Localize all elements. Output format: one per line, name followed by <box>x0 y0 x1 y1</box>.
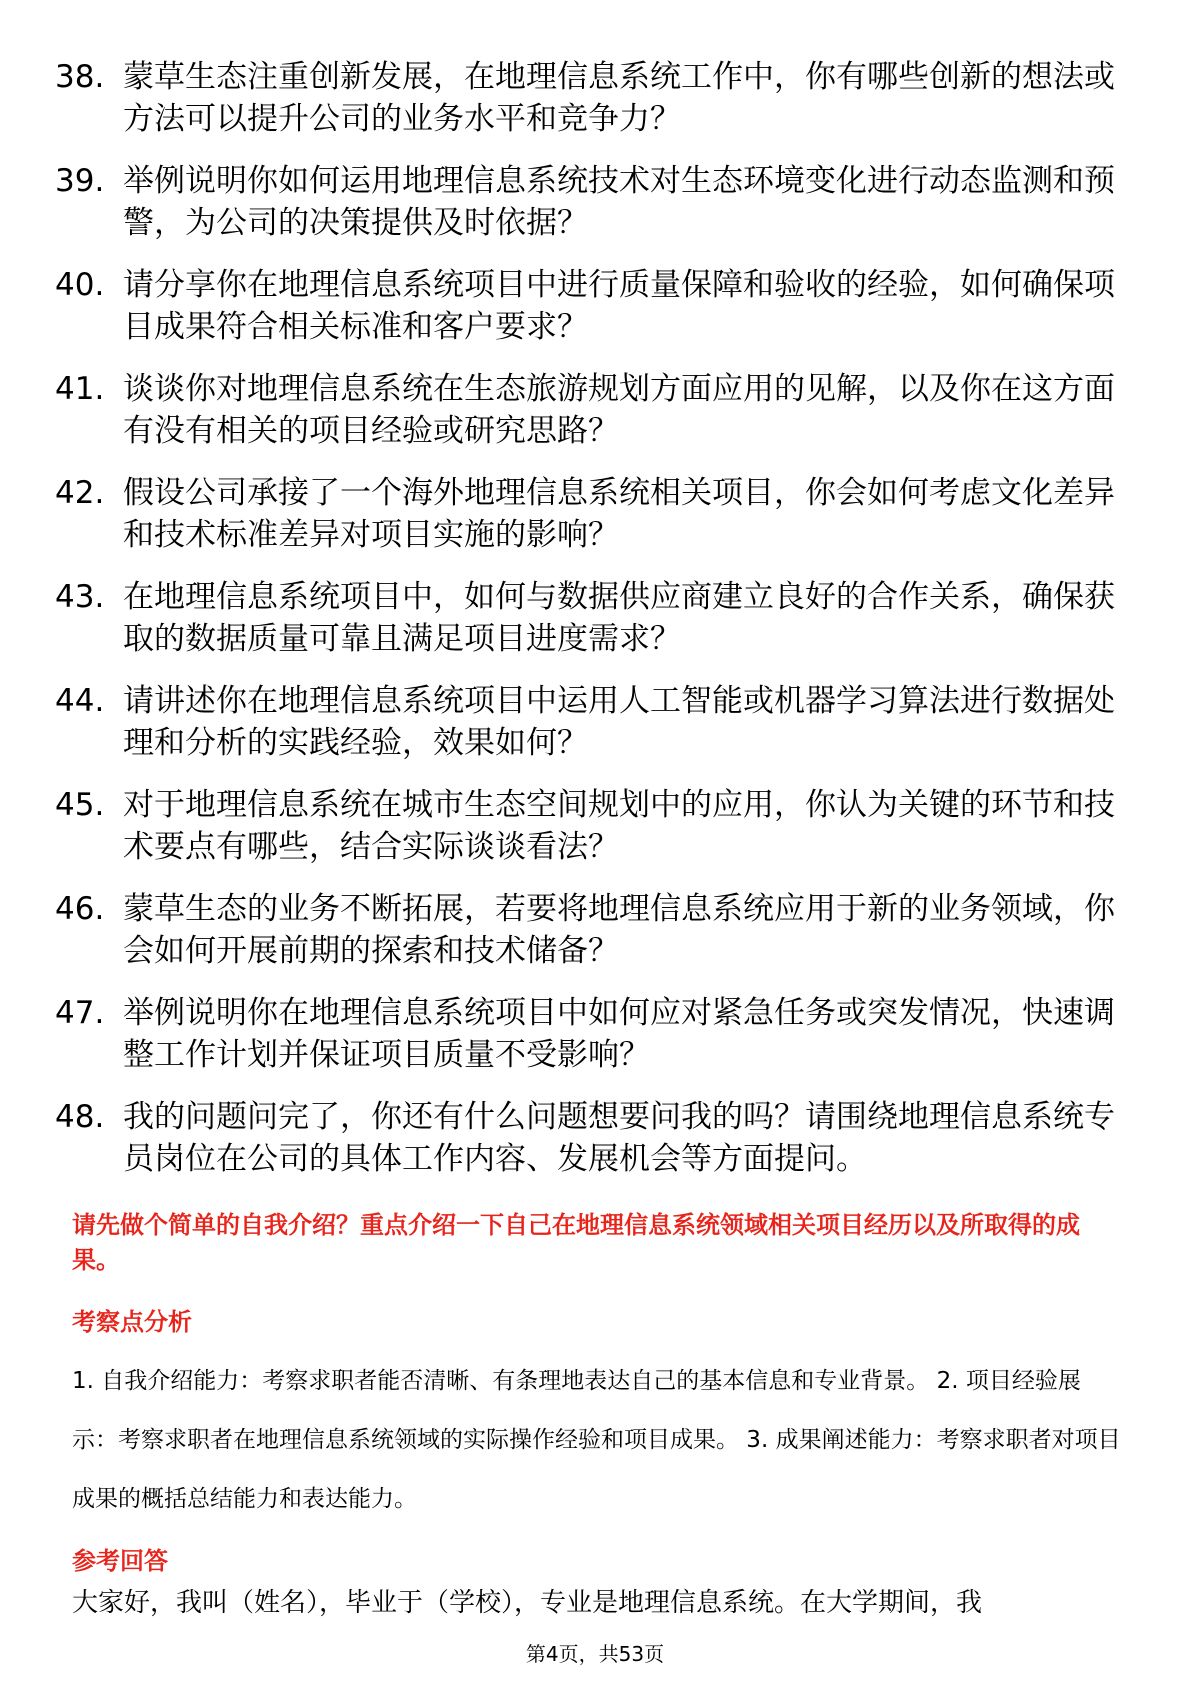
list-item <box>55 1096 1125 1180</box>
question-number: 44. <box>55 683 105 719</box>
question-number: 45. <box>55 787 105 823</box>
question-text: 举例说明你如何运用地理信息系统技术对生态环境变化进行动态监测和预警，为公司的决策提供及时依据？ <box>123 163 1115 241</box>
list-item <box>55 368 1125 452</box>
question-number: 47. <box>55 995 105 1031</box>
question-list <box>55 56 1125 1200</box>
question-text: 请讲述你在地理信息系统项目中运用人工智能或机器学习算法进行数据处理和分析的实践经验，效果如何？ <box>123 683 1115 761</box>
list-item <box>55 160 1125 244</box>
list-item <box>55 472 1125 556</box>
question-text: 举例说明你在地理信息系统项目中如何应对紧急任务或突发情况，快速调整工作计划并保证项目质量不受影响？ <box>123 995 1115 1073</box>
question-text: 对于地理信息系统在城市生态空间规划中的应用，你认为关键的环节和技术要点有哪些，结合实际谈谈看法？ <box>123 787 1115 865</box>
list-item <box>55 680 1125 764</box>
question-number: 48. <box>55 1099 105 1135</box>
question-text: 蒙草生态的业务不断拓展，若要将地理信息系统应用于新的业务领域，你会如何开展前期的探索和技术储备？ <box>123 891 1115 969</box>
analysis-heading: 考察点分析 <box>72 1308 192 1336</box>
question-text: 谈谈你对地理信息系统在生态旅游规划方面应用的见解，以及你在这方面有没有相关的项目经验或研究思路？ <box>123 371 1115 449</box>
list-item <box>55 576 1125 660</box>
question-number: 39. <box>55 163 105 199</box>
list-item <box>55 56 1125 140</box>
question-text: 蒙草生态注重创新发展，在地理信息系统工作中，你有哪些创新的想法或方法可以提升公司的业务水平和竞争力？ <box>123 59 1115 137</box>
question-text: 请分享你在地理信息系统项目中进行质量保障和验收的经验，如何确保项目成果符合相关标准和客户要求？ <box>123 267 1115 345</box>
answer-heading: 参考回答 <box>72 1547 168 1575</box>
featured-question: 请先做个简单的自我介绍？重点介绍一下自己在地理信息系统领域相关项目经历以及所取得的成果。 <box>72 1211 1080 1274</box>
question-text: 我的问题问完了，你还有什么问题想要问我的吗？请围绕地理信息系统专员岗位在公司的具体工作内容、发展机会等方面提问。 <box>123 1099 1115 1177</box>
question-number: 46. <box>55 891 105 927</box>
list-item <box>55 992 1125 1076</box>
answer-text: 大家好，我叫（姓名），毕业于（学校），专业是地理信息系统。在大学期间，我 <box>72 1588 983 1618</box>
question-number: 42. <box>55 475 105 511</box>
list-item <box>55 888 1125 972</box>
question-number: 40. <box>55 267 105 303</box>
list-item <box>55 784 1125 868</box>
page-footer: 第4页，共53页 <box>525 1642 665 1666</box>
list-item <box>55 264 1125 348</box>
question-number: 43. <box>55 579 105 615</box>
question-number: 38. <box>55 59 105 95</box>
analysis-text: 1. 自我介绍能力：考察求职者能否清晰、有条理地表达自己的基本信息和专业背景。 2. 项目经验展示：考察求职者在地理信息系统领域的实际操作经验和项目成果。 3. 成果阐述能力：考察求职者对项目成果的概括总结能力和表达能力。 <box>72 1368 1121 1512</box>
question-number: 41. <box>55 371 105 407</box>
question-text: 在地理信息系统项目中，如何与数据供应商建立良好的合作关系，确保获取的数据质量可靠且满足项目进度需求？ <box>123 579 1115 657</box>
question-text: 假设公司承接了一个海外地理信息系统相关项目，你会如何考虑文化差异和技术标准差异对项目实施的影响？ <box>123 475 1115 553</box>
